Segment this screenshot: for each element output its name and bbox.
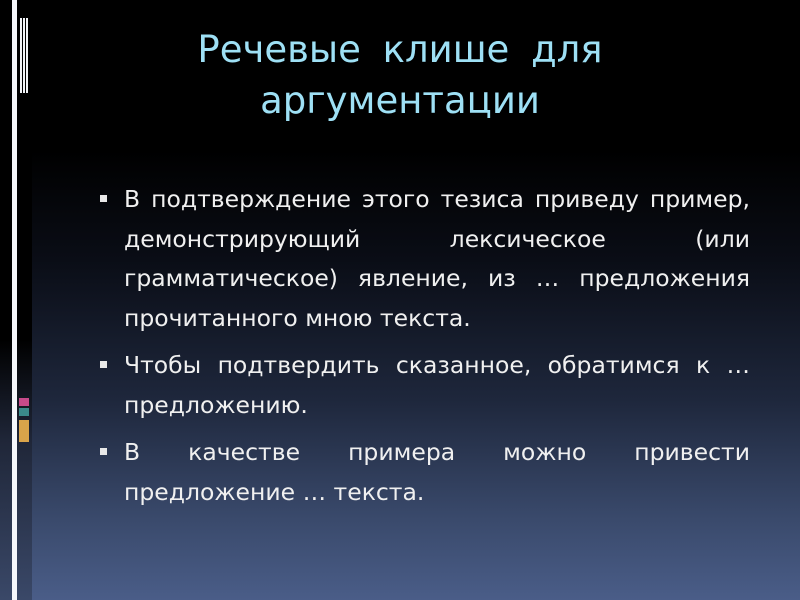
decorative-white-bar bbox=[12, 0, 17, 600]
square-bullet-icon bbox=[100, 195, 107, 202]
accent-mark-teal bbox=[19, 408, 29, 416]
slide-title: Речевые клише для аргументации bbox=[197, 28, 603, 122]
square-bullet-icon bbox=[100, 361, 107, 368]
bullet-list bbox=[96, 180, 750, 520]
bullet-text: В качестве примера можно привести предложение … текста. bbox=[124, 438, 750, 506]
bullet-text: В подтверждение этого тезиса приведу пример, демонстрирующий лексическое (или грамматическое) явление, из … предложения прочитанного мною текста. bbox=[124, 185, 750, 332]
list-item bbox=[96, 346, 750, 425]
square-bullet-icon bbox=[100, 448, 107, 455]
list-item bbox=[96, 180, 750, 338]
list-item bbox=[96, 433, 750, 512]
decorative-side-strip bbox=[0, 0, 32, 600]
bullet-text: Чтобы подтвердить сказанное, обратимся к … предложению. bbox=[124, 351, 750, 419]
accent-mark-gold bbox=[19, 420, 29, 442]
accent-mark-pink bbox=[19, 398, 29, 406]
decorative-vertical-lines bbox=[20, 18, 29, 93]
